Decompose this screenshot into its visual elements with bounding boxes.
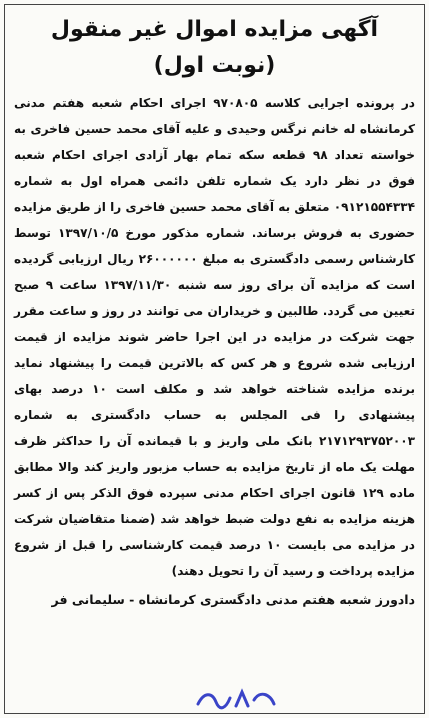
notice-title: آگهی مزایده اموال غیر منقول (نوبت اول): [50, 17, 379, 78]
signature-stamp-icon: [190, 686, 280, 712]
notice-body: در پرونده اجرایی کلاسه ۹۷۰۸۰۵ اجرای احکام شعبه هفتم مدنی کرمانشاه له خانم نرگس وحیدی و علیه آقای محمد حسین فاخری به خواسته تعداد ۹۸ قطعه سکه تمام بهار آزادی اجرای احکام شعبه فوق در نظر دارد یک شماره تلفن دائمی همراه اول به شماره ۰۹۱۲۱۵۵۴۳۳۴ متعلق به آقای محمد حسین فاخری را از طریق مزایده حضوری به فروش برساند. شماره مذکور مورخ ۱۳۹۷/۱۰/۵ توسط کارشناس رسمی دادگستری به مبلغ ۲۶۰۰۰۰۰۰ ریال ارزیابی گردیده است که مزایده آن برای روز سه شنبه ۱۳۹۷/۱۱/۳۰ ساعت ۹ صبح تعیین می گردد. طالبین و خریداران می توانند در روز و ساعت مقرر جهت شرکت در مزایده در این اجرا حاضر شوند مزایده از قیمت ارزیابی شده شروع و هر کس که بالاترین قیمت را پیشنهاد نماید برنده مزایده شناخته خواهد شد و مکلف است ۱۰ درصد بهای پیشنهادی را فی المجلس به حساب دادگستری به شماره ۲۱۷۱۲۹۳۷۵۲۰۰۳ بانک ملی واریز و با قیمانده آن را حداکثر ظرف مهلت یک ماه از تاریخ مزایده به حساب مزبور واریز کند والا مطابق ماده ۱۲۹ قانون اجرای احکام مدنی سپرده فوق الذکر پس از کسر هزینه مزایده به نفع دولت ضبط خواهد شد (ضمنا متقاضیان شرکت در مزایده می بایست ۱۰ درصد قیمت کارشناسی را قبل از شروع مزایده پرداخت و رسید آن را تحویل دهند): [14, 96, 415, 578]
notice-signature: دادورز شعبه هفتم مدنی دادگستری کرمانشاه - سلیمانی فر: [51, 592, 415, 607]
